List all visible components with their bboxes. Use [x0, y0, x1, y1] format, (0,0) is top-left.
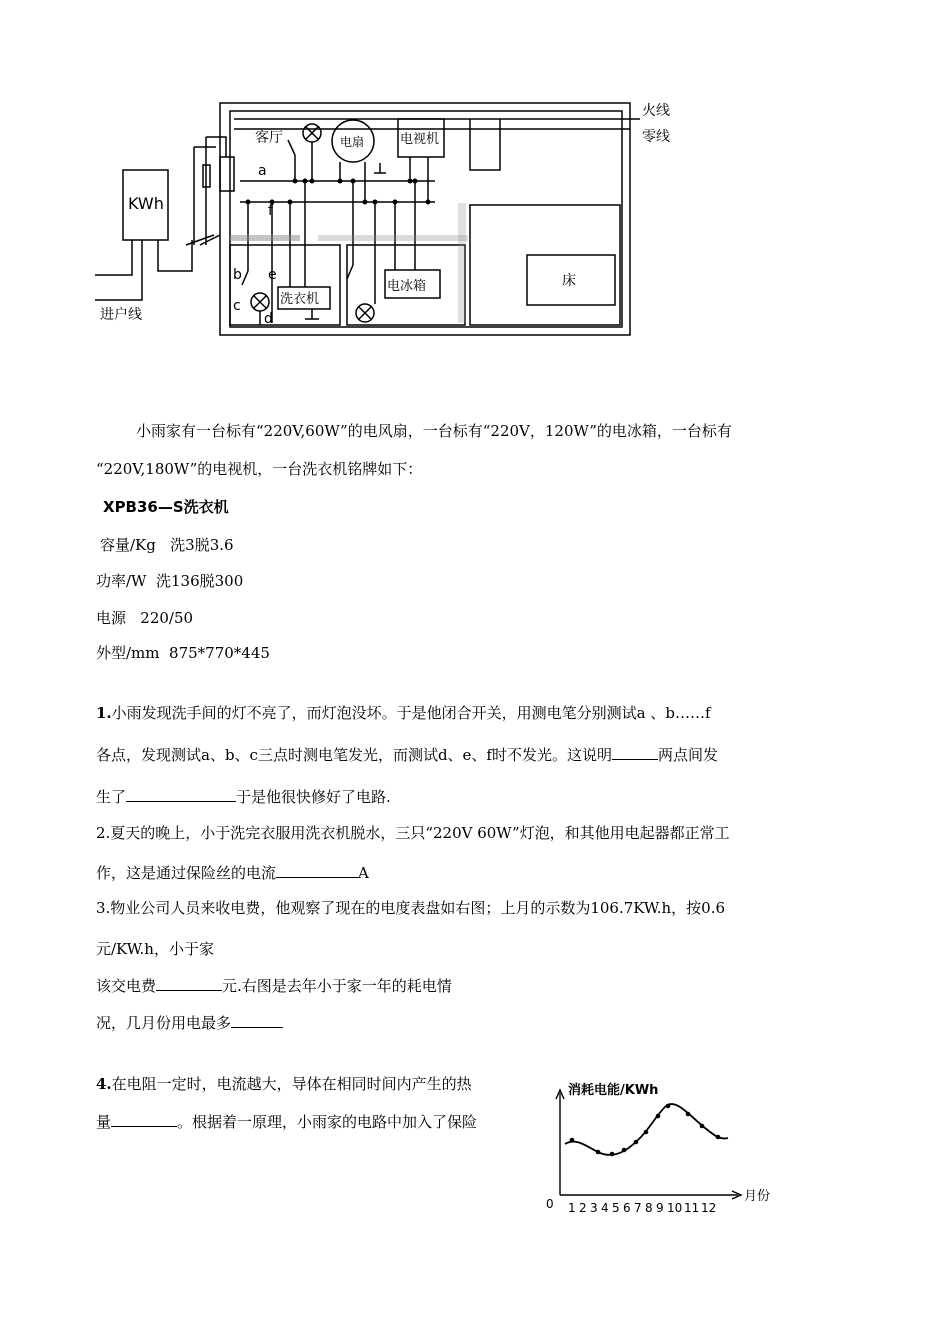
q3-blank-fee[interactable]: [156, 976, 222, 991]
fridge-label: 电冰箱: [387, 279, 427, 294]
q3-line-3: [96, 975, 452, 996]
nameplate-supply: 电源 220/50: [96, 609, 194, 627]
chart-ylabel: 消耗电能/KWh: [568, 1083, 659, 1098]
q3-blank-month[interactable]: [231, 1013, 283, 1028]
q4-number: 4.: [96, 1075, 112, 1093]
household-circuit-diagram: [90, 95, 690, 355]
month-tick-label: 5: [612, 1201, 620, 1215]
q2-blank-current[interactable]: [276, 863, 358, 878]
nameplate-power: 功率/W 洗136脱300: [96, 572, 244, 590]
point-c-label: c: [233, 298, 241, 314]
q1-number: 1.: [96, 704, 112, 722]
month-tick-label: 6: [623, 1201, 631, 1215]
month-tick-label: 10: [667, 1201, 683, 1215]
q1-line-1: [96, 702, 711, 723]
month-tick-label: 2: [579, 1201, 587, 1215]
point-e-label: e: [268, 267, 277, 283]
q3-line-1: 3.物业公司人员来收电费，他观察了现在的电度表盘如右图；上月的示数为106.7KW.h，按0.6: [96, 899, 726, 917]
month-tick-label: 1: [568, 1201, 576, 1215]
fan-label: 电扇: [340, 135, 365, 149]
intro-line-2: “220V,180W”的电视机，一台洗衣机铭牌如下：: [96, 460, 423, 478]
meter-label: KWh: [128, 194, 164, 213]
q1-line-2: [96, 744, 718, 765]
neutral-wire-label: 零线: [642, 129, 670, 145]
incoming-line-label: 进户线: [100, 307, 142, 323]
month-tick-label: 11: [684, 1201, 700, 1215]
point-f-label: f: [268, 203, 273, 219]
q3-line-2: 元/KW.h，小于家: [96, 940, 214, 958]
bed-label: 床: [562, 273, 576, 289]
point-b-label: b: [233, 267, 242, 283]
energy-consumption-chart: [540, 1078, 790, 1218]
q1-blank-fault[interactable]: [126, 787, 236, 802]
month-tick-label: 4: [601, 1201, 609, 1215]
q4-line-1: [96, 1073, 472, 1094]
q1-text-3b: 于是他很快修好了电路.: [236, 788, 391, 806]
q1-line-3: [96, 786, 391, 807]
q4-blank-heat[interactable]: [111, 1112, 177, 1127]
month-tick-label: 3: [590, 1201, 598, 1215]
q3-text-4a: 况，几月份用电最多: [96, 1014, 232, 1032]
q1-blank-points[interactable]: [612, 745, 658, 760]
q3-text-3b: 元.右图是去年小于家一年的耗电情: [222, 977, 452, 995]
intro-line-1: 小雨家有一台标有“220V,60W”的电风扇，一台标有“220V，120W”的电冰箱，一台标有: [136, 422, 732, 440]
q3-line-4: [96, 1012, 283, 1033]
q4-text-2a: 量: [96, 1113, 112, 1131]
q2-line-2: [96, 862, 369, 883]
q2-text-2b: A: [358, 864, 369, 882]
q4-line-2: [96, 1111, 477, 1132]
q2-text-2a: 作，这是通过保险丝的电流: [96, 864, 277, 882]
q2-line-1: 2.夏天的晚上，小于洗完衣服用洗衣机脱水，三只“220V 60W”灯泡，和其他用电起器都正常工: [96, 824, 730, 842]
month-tick-label: 8: [645, 1201, 653, 1215]
point-d-label: d: [264, 311, 273, 327]
q3-text-3a: 该交电费: [96, 977, 157, 995]
nameplate-size: 外型/mm 875*770*445: [96, 644, 270, 662]
nameplate-title: XPB36—S洗衣机: [103, 498, 229, 516]
q1-text-3a: 生了: [96, 788, 127, 806]
month-tick-label: 12: [701, 1201, 717, 1215]
washer-label: 洗衣机: [280, 292, 320, 307]
live-wire-label: 火线: [642, 103, 670, 119]
month-tick-label: 9: [656, 1201, 664, 1215]
chart-xlabel: 月份: [744, 1189, 771, 1204]
q1-text-2a: 各点，发现测试a、b、c三点时测电笔发光，而测试d、e、f时不发光。这说明: [96, 746, 612, 764]
q4-text-2b: 。根据着一原理，小雨家的电路中加入了保险: [177, 1113, 478, 1131]
q4-text-1: 在电阻一定时，电流越大，导体在相同时间内产生的热: [111, 1075, 472, 1093]
tv-label: 电视机: [400, 132, 440, 147]
q1-text-2b: 两点间发: [657, 746, 718, 764]
nameplate-capacity: 容量/Kg 洗3脱3.6: [100, 536, 234, 554]
point-a-label: a: [258, 163, 267, 179]
q1-text-1: 小雨发现洗手间的灯不亮了，而灯泡没坏。于是他闭合开关，用测电笔分别测试a 、b……f: [111, 704, 711, 722]
month-tick-label: 7: [634, 1201, 642, 1215]
living-room-label: 客厅: [255, 130, 283, 146]
chart-origin: 0: [546, 1197, 554, 1211]
